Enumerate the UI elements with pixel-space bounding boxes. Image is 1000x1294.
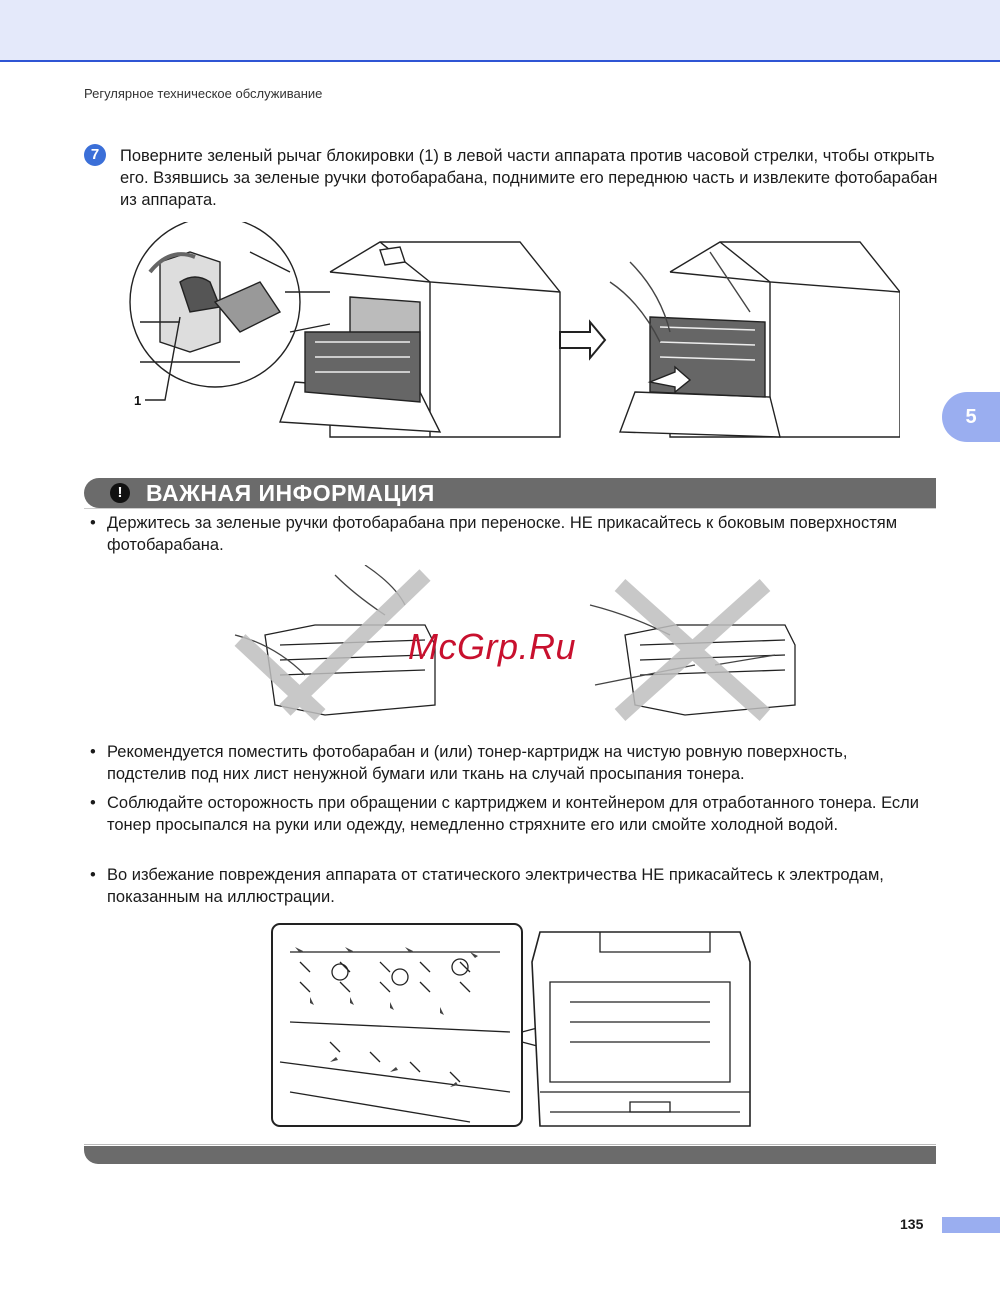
callout-1: 1 [134, 393, 142, 408]
divider [84, 1144, 936, 1145]
important-title: ВАЖНАЯ ИНФОРМАЦИЯ [146, 480, 435, 506]
divider [84, 508, 936, 509]
bullet-text: Держитесь за зеленые ручки фотобарабана при переноске. НЕ прикасайтесь к боковым поверхностям фотобарабана. [107, 514, 898, 554]
page-tab [942, 1217, 1000, 1233]
electrodes-figure [270, 922, 755, 1132]
arrow-right-icon [560, 322, 605, 358]
bullet-text: Во избежание повреждения аппарата от статического электричества НЕ прикасайтесь к электродам, показанным на иллюстрации. [107, 866, 884, 906]
important-banner [84, 478, 936, 508]
running-header: Регулярное техническое обслуживание [84, 86, 323, 101]
chapter-tab: 5 [942, 392, 1000, 442]
top-band [0, 0, 1000, 62]
page-number: 135 [900, 1216, 924, 1232]
watermark: McGrp.Ru [408, 626, 577, 667]
warning-icon: ! [110, 483, 130, 503]
bottom-bar [84, 1146, 936, 1164]
bullet-text: Рекомендуется поместить фотобарабан и (или) тонер-картридж на чистую ровную поверхность, подстелив под них лист ненужной бумаги или ткань на случай просыпания тонера. [107, 743, 848, 783]
bullet-text: Соблюдайте осторожность при обращении с картриджем и контейнером для отработанного тонера. Если тонер просыпался на руки или одежду, немедленно стряхните его или смойте холодной водой. [107, 794, 919, 834]
step-text: Поверните зеленый рычаг блокировки (1) в левой части аппарата против часовой стрелки, чтобы открыть его. Взявшись за зеленые ручки фотобарабана, поднимите его переднюю часть и извлеките фотобарабан из аппарата. [120, 147, 938, 209]
drum-removal-figure [120, 222, 900, 452]
step-number: 7 [84, 144, 106, 166]
